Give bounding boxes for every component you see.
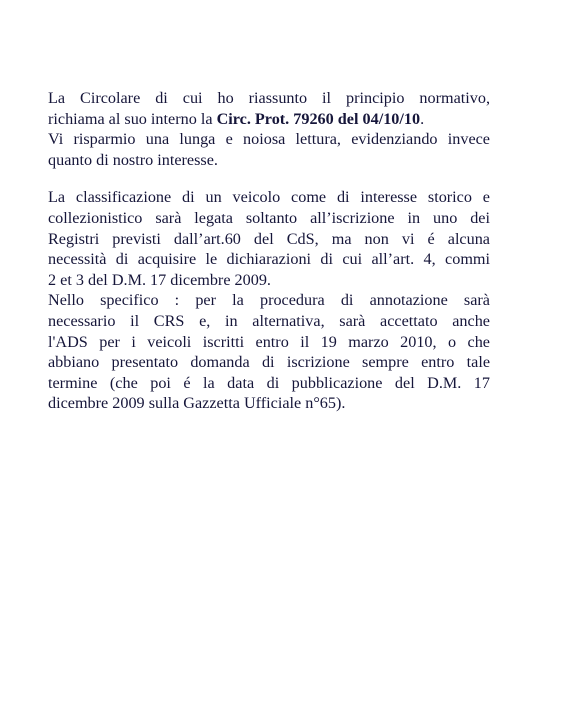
text-fragment: . [420, 109, 425, 128]
text-fragment: richiama al suo interno la [48, 109, 217, 128]
document-text [48, 88, 490, 414]
text-line: 2 et 3 del D.M. 17 dicembre 2009. [48, 270, 271, 289]
text-line: abbiano presentato domanda di iscrizione sempre entro tale [48, 353, 490, 372]
text-line: termine (che poi é la data di pubblicazione del D.M. 17 [48, 373, 490, 392]
text-line: La Circolare di cui ho riassunto il principio normativo, [48, 89, 490, 107]
paragraph-specifico [48, 290, 490, 414]
circular-reference: Circ. Prot. 79260 del 04/10/10 [216, 109, 421, 128]
text-line: La classificazione di un veicolo come di interesse storico e [48, 188, 490, 207]
text-line: l'ADS per i veicoli iscritti entro il 19 marzo 2010, o che [48, 332, 490, 351]
text-line: Nello specifico : per la procedura di annotazione sarà [48, 291, 490, 310]
text-line: Registri previsti dall’art.60 del CdS, ma non vi é alcuna [48, 229, 490, 248]
text-line: quanto di nostro interesse. [48, 150, 218, 169]
text-line: Vi risparmio una lunga e noiosa lettura, evidenziando invece [48, 130, 490, 149]
paragraph-spacer [48, 170, 490, 187]
text-line [48, 109, 490, 130]
text-line: collezionistico sarà legata soltanto all’iscrizione in uno dei [48, 208, 490, 227]
text-line: necessario il CRS e, in alternativa, sarà accettato anche [48, 311, 490, 330]
paragraph-classificazione [48, 187, 490, 290]
paragraph-circolare [48, 88, 490, 170]
text-line: dicembre 2009 sulla Gazzetta Ufficiale n°65). [48, 394, 346, 413]
text-line: necessità di acquisire le dichiarazioni di cui all’art. 4, commi [48, 250, 490, 269]
